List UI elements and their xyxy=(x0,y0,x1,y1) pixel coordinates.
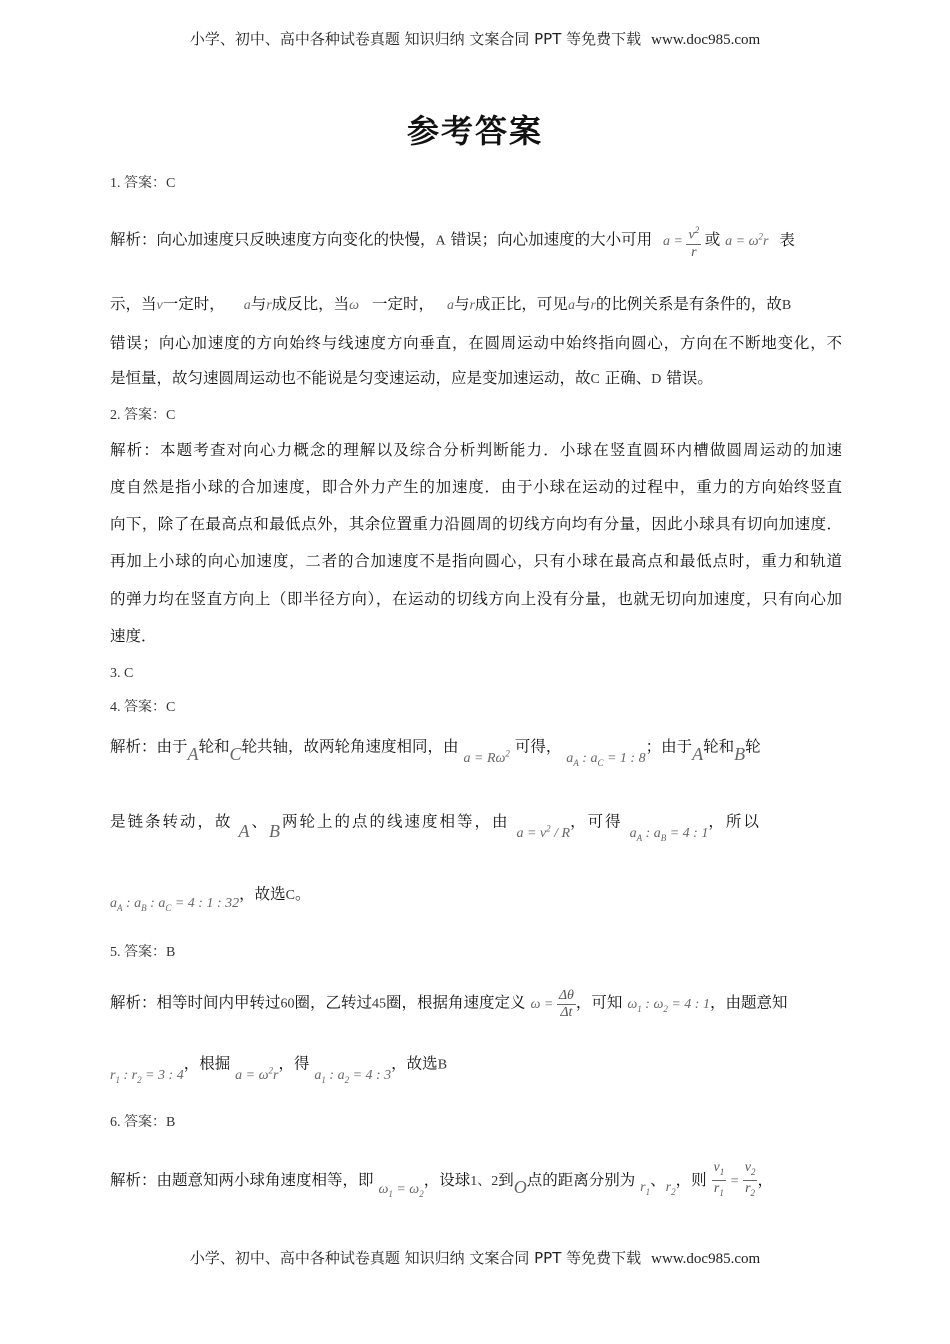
q2-line6: 速度． xyxy=(110,627,157,645)
footer-text: 小学、初中、高中各种试卷真题 知识归纳 文案合同 PPT 等免费下载 xyxy=(189,1249,642,1267)
q1-answer: 1. 答案：C xyxy=(110,176,176,191)
q1-line4: 是恒量，故匀速圆周运动也不能说是匀变速运动，应是变加速运动，故C 正确、D 错误。 xyxy=(110,369,713,387)
q2-line4: 再加上小球的向心加速度，二者的合加速度不是指向圆心，只有小球在最高点和最低点时，重力和轨道 xyxy=(110,552,842,570)
footer-url[interactable]: www.doc985.com xyxy=(651,1251,761,1267)
page-header xyxy=(0,28,950,49)
q2-answer: 2. 答案：C xyxy=(110,408,176,423)
formula-a-v2-over-r: a = $\frac{v^2}{r}$ xyxy=(663,234,705,249)
q2-line1: 解析：本题考查对向心力概念的理解以及综合分析判断能力．小球在竖直圆环内槽做圆周运动的加速 xyxy=(110,441,842,459)
q2-line3: 向下，除了在最高点和最低点外，其余位置重力沿圆周的切线方向均有分量，因此小球具有切向加速度． xyxy=(110,515,842,533)
q5-line1: 解析：相等时间内甲转过60圈，乙转过45圈，根据角速度定义 ω = $\frac{\Delta\theta}{\Delta t}$ ，可知 $\omega_1$ : $\omega_2 = 4$ : 1，由题意知 xyxy=(110,988,788,1020)
header-url[interactable]: www.doc985.com xyxy=(651,32,761,48)
q1-line1: 解析：向心加速度只反映速度方向变化的快慢，A 错误；向心加速度的大小可用 a = $\frac{v^2}{r}$ 或 $a = \omega^2r$ 表 xyxy=(110,222,842,261)
page-title: 参考答案 xyxy=(406,112,543,150)
q4-answer: 4. 答案：C xyxy=(110,700,176,715)
q6-answer: 6. 答案：B xyxy=(110,1115,176,1130)
q4-line2: 是链条转动，故 A、B两轮上的点的线速度相等，由 $a = v^2 / R$，可得 $a_A$ : $a_B = 4$ : 1，所以 xyxy=(110,812,761,843)
q1-line2: 示，当v一定时， a与r成反比，当ω 一定时， a与r成正比，可见a与r的比例关系是有条件的，故B xyxy=(110,295,792,313)
q5-answer: 5. 答案：B xyxy=(110,945,176,960)
header-text: 小学、初中、高中各种试卷真题 知识归纳 文案合同 PPT 等免费下载 xyxy=(189,30,642,48)
q5-line2: $r_1$ : $r_2 = 3$ : 4，根掘 $a = \omega^2r$，得 $a_1$ : $a_2 = 4$ : 3，故选B xyxy=(110,1054,448,1085)
page-footer xyxy=(0,1247,950,1268)
formula-a-w2r: $a = \omega^2r$ xyxy=(725,230,769,249)
q4-line1: 解析：由于A轮和C轮共轴，故两轮角速度相同，由 $a = R\omega^2$ 可得， $a_A$ : $a_C = 1$ : 8；由于A轮和B轮 xyxy=(110,737,761,768)
q3-answer: 3. C xyxy=(110,666,134,681)
q6-line1: 解析：由题意知两小球角速度相等，即 $\omega_1 = \omega_2$，设球1、2到O点的距离分别为 $r_1$、$r_2$，则 $\frac{v_1}{r_1}$ = $\frac{v_2}{r_2}$ ， xyxy=(110,1160,773,1199)
q4-line3: $a_A$ : $a_B$ : $a_C = 4$ : 1 : 32，故选C。 xyxy=(110,885,311,913)
q1-line3: 错误；向心加速度的方向始终与线速度方向垂直，在圆周运动中始终指向圆心，方向在不断地变化，不 xyxy=(110,334,842,352)
q2-line5: 的弹力均在竖直方向上（即半径方向），在运动的切线方向上没有分量，也就无切向加速度，只有向心加 xyxy=(110,590,842,608)
q2-line2: 度自然是指小球的合加速度，即合外力产生的加速度．由于小球在运动的过程中，重力的方向始终竖直 xyxy=(110,478,842,496)
